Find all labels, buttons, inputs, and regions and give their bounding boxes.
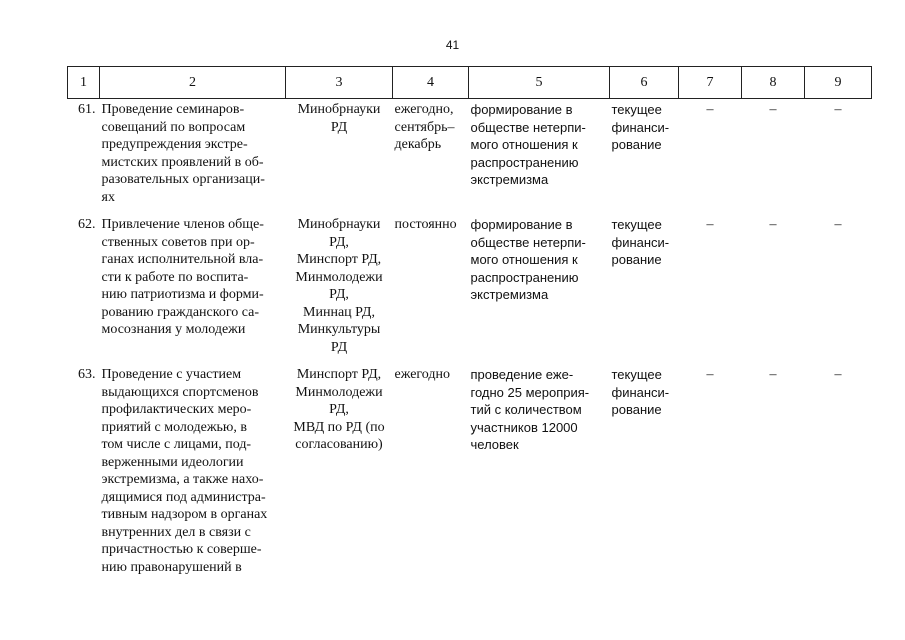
period-cell bbox=[393, 99, 469, 215]
page-number: 41 bbox=[445, 38, 460, 52]
column-header-6: 6 bbox=[610, 67, 679, 99]
activity-cell-line: предупреждения экстре- bbox=[101, 137, 248, 152]
activity-cell-line: Привлечение членов обще- bbox=[101, 217, 264, 232]
row-number: 62. bbox=[78, 217, 96, 232]
period-cell bbox=[393, 364, 469, 596]
row-number: 61. bbox=[78, 102, 96, 117]
result-cell-line: мого отношения к bbox=[470, 252, 578, 267]
column-header-1: 1 bbox=[68, 67, 100, 99]
activity-cell-line: мосознания у молодежи bbox=[101, 322, 246, 337]
activity-cell bbox=[100, 214, 286, 364]
column-7-cell: – bbox=[706, 217, 714, 232]
result-cell bbox=[469, 214, 610, 364]
period-cell-line: ежегодно bbox=[394, 367, 451, 382]
result-cell-line: тий с количеством bbox=[470, 402, 582, 417]
executor-cell-line: согласованию) bbox=[295, 437, 383, 452]
period-cell-line: ежегодно, bbox=[394, 102, 454, 117]
activity-cell bbox=[100, 364, 286, 596]
activity-cell-line: ях bbox=[101, 189, 115, 205]
column-number-header bbox=[68, 67, 872, 99]
result-cell-line: обществе нетерпи- bbox=[470, 234, 586, 250]
executor-cell-line: РД, bbox=[329, 402, 349, 417]
executor-cell-line: Минспорт РД, bbox=[296, 367, 382, 382]
result-cell-line: распространению bbox=[470, 154, 579, 170]
activity-cell-line: разовательных организаци- bbox=[101, 172, 265, 187]
result-cell-line: проведение еже- bbox=[470, 367, 574, 382]
funding-cell-line: рование bbox=[611, 252, 662, 267]
column-header-7: 7 bbox=[679, 67, 742, 99]
activity-cell-line: причастностью к соверше- bbox=[101, 542, 262, 557]
row-number: 63. bbox=[78, 367, 96, 382]
activity-cell-line: экстремизма, а также нахо- bbox=[101, 472, 264, 487]
activity-cell-line: ственных советов при ор- bbox=[101, 234, 255, 250]
table-row bbox=[68, 214, 872, 364]
period-cell-line: постоянно bbox=[394, 217, 457, 232]
activity-cell-line: Проведение с участием bbox=[101, 367, 242, 382]
column-8-cell: – bbox=[769, 102, 777, 117]
activity-cell-line: тивным надзором в органах bbox=[101, 507, 268, 522]
activity-cell-line: внутренних дел в связи с bbox=[101, 524, 251, 540]
result-cell-line: формирование в bbox=[470, 102, 573, 117]
period-cell bbox=[393, 214, 469, 364]
activity-cell-line: Проведение семинаров- bbox=[101, 102, 245, 117]
activity-cell-line: нию патриотизма и форми- bbox=[101, 287, 264, 302]
executor-cell-line: РД, bbox=[329, 234, 349, 250]
activity-cell-line: рованию гражданского са- bbox=[101, 304, 259, 320]
result-cell-line: формирование в bbox=[470, 217, 573, 232]
column-header-9: 9 bbox=[805, 67, 872, 99]
funding-cell bbox=[610, 214, 679, 364]
funding-cell bbox=[610, 99, 679, 215]
activity-cell-line: сти к работе по воспита- bbox=[101, 269, 249, 285]
funding-cell-line: финанси- bbox=[611, 119, 670, 135]
result-cell-line: обществе нетерпи- bbox=[470, 119, 586, 135]
column-header-5: 5 bbox=[469, 67, 610, 99]
activity-cell-line: нию правонарушений в bbox=[101, 559, 242, 575]
result-cell bbox=[469, 99, 610, 215]
activity-cell bbox=[100, 99, 286, 215]
executor-cell-line: Минкультуры bbox=[297, 322, 381, 337]
column-8-cell: – bbox=[769, 367, 777, 382]
funding-cell bbox=[610, 364, 679, 596]
column-header-8: 8 bbox=[742, 67, 805, 99]
funding-cell-line: текущее bbox=[611, 217, 662, 232]
column-9-cell: – bbox=[834, 217, 842, 232]
table-row bbox=[68, 99, 872, 215]
result-cell bbox=[469, 364, 610, 596]
result-cell-line: мого отношения к bbox=[470, 137, 578, 152]
activity-cell-line: том числе с лицами, под- bbox=[101, 437, 252, 452]
result-cell-line: годно 25 мероприя- bbox=[470, 384, 590, 400]
executor-cell bbox=[286, 214, 393, 364]
executor-cell-line: Минмолодежи bbox=[295, 384, 383, 400]
result-cell-line: распространению bbox=[470, 269, 579, 285]
period-cell-line: декабрь bbox=[394, 137, 442, 152]
executor-cell-line: Минмолодежи bbox=[295, 269, 383, 285]
executor-cell-line: Миннац РД, bbox=[303, 304, 375, 320]
executor-cell-line: МВД по РД (по bbox=[293, 419, 385, 435]
executor-cell bbox=[286, 364, 393, 596]
executor-cell-line: Минобрнауки bbox=[297, 217, 381, 232]
column-7-cell: – bbox=[706, 102, 714, 117]
result-cell-line: экстремизма bbox=[470, 287, 549, 302]
activity-cell-line: выдающихся спортсменов bbox=[101, 384, 259, 400]
funding-cell-line: рование bbox=[611, 137, 662, 152]
column-header-4: 4 bbox=[393, 67, 469, 99]
activities-table bbox=[67, 66, 872, 596]
executor-cell-line: РД, bbox=[329, 287, 349, 302]
activity-cell-line: дящимися под администра- bbox=[101, 489, 266, 505]
activity-cell-line: ганах исполнительной вла- bbox=[101, 252, 264, 267]
funding-cell-line: финанси- bbox=[611, 384, 670, 400]
result-cell-line: человек bbox=[470, 437, 519, 452]
result-cell-line: участников 12000 bbox=[470, 419, 578, 435]
column-9-cell: – bbox=[834, 367, 842, 382]
column-header-3: 3 bbox=[286, 67, 393, 99]
column-8-cell: – bbox=[769, 217, 777, 232]
activity-cell-line: приятий с молодежью, в bbox=[101, 419, 247, 435]
funding-cell-line: рование bbox=[611, 402, 662, 417]
executor-cell bbox=[286, 99, 393, 215]
executor-cell-line: РД bbox=[330, 119, 348, 135]
funding-cell-line: текущее bbox=[611, 102, 662, 117]
result-cell-line: экстремизма bbox=[470, 172, 549, 187]
executor-cell-line: Минобрнауки bbox=[297, 102, 381, 117]
table-row bbox=[68, 364, 872, 596]
activity-cell-line: совещаний по вопросам bbox=[101, 119, 246, 135]
column-9-cell: – bbox=[834, 102, 842, 117]
executor-cell-line: РД bbox=[330, 339, 348, 355]
activity-cell-line: верженными идеологии bbox=[101, 454, 244, 470]
column-header-2: 2 bbox=[100, 67, 286, 99]
funding-cell-line: финанси- bbox=[611, 234, 670, 250]
period-cell-line: сентябрь– bbox=[394, 119, 455, 135]
activity-cell-line: профилактических меро- bbox=[101, 402, 252, 417]
funding-cell-line: текущее bbox=[611, 367, 662, 382]
activity-cell-line: мистских проявлений в об- bbox=[101, 154, 264, 170]
column-7-cell: – bbox=[706, 367, 714, 382]
executor-cell-line: Минспорт РД, bbox=[296, 252, 382, 267]
